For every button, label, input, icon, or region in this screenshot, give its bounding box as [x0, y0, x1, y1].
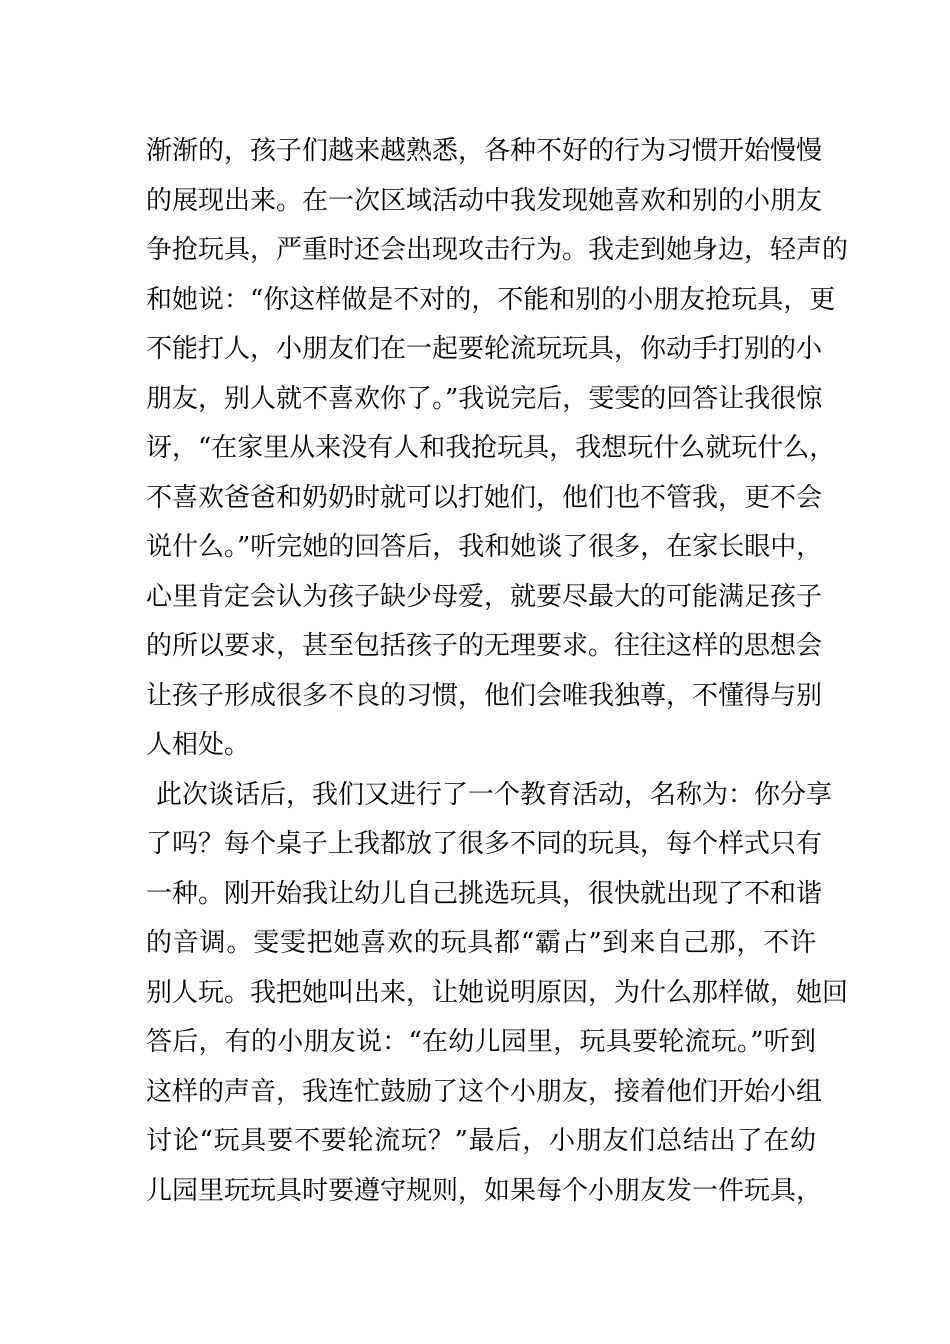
text-line: 别人玩。我把她叫出来，让她说明原因，为什么那样做，她回 — [146, 977, 849, 1008]
text-line: 讨论“玩具要不要轮流玩？”最后，小朋友们总结出了在幼 — [146, 1126, 816, 1156]
document-body — [146, 127, 849, 1216]
text-line: 儿园里玩玩具时要遵守规则，如果每个小朋友发一件玩具， — [146, 1175, 823, 1206]
text-line: 朋友，别人就不喜欢你了。”我说完后，雯雯的回答让我很惊 — [146, 383, 823, 414]
text-line: 人相处。 — [146, 730, 251, 760]
paragraph-2 — [146, 771, 849, 1217]
text-line: 让孩子形成很多不良的习惯，他们会唯我独尊，不懂得与别 — [146, 680, 823, 711]
text-line: 此次谈话后，我们又进行了一个教育活动，名称为：你分享 — [156, 779, 833, 810]
paragraph-1 — [146, 127, 849, 771]
text-line: 渐渐的，孩子们越来越熟悉，各种不好的行为习惯开始慢慢 — [146, 136, 823, 166]
text-line: 的音调。雯雯把她喜欢的玩具都“霸占”到来自己那，不许 — [146, 928, 816, 958]
text-line: 的所以要求，甚至包括孩子的无理要求。往往这样的思想会 — [146, 631, 823, 661]
text-line: 讶，“在家里从来没有人和我抢玩具，我想玩什么就玩什么， — [146, 433, 836, 463]
text-line: 不能打人，小朋友们在一起要轮流玩玩具，你动手打别的小 — [146, 334, 823, 364]
text-line: 一种。刚开始我让幼儿自己挑选玩具，很快就出现了不和谐 — [146, 878, 823, 909]
text-line: 答后，有的小朋友说：“在幼儿园里，玩具要轮流玩。”听到 — [146, 1027, 816, 1057]
text-line: 不喜欢爸爸和奶奶时就可以打她们，他们也不管我，更不会 — [146, 482, 823, 513]
text-line: 了吗？每个桌子上我都放了很多不同的玩具，每个样式只有 — [146, 829, 823, 859]
text-line: 心里肯定会认为孩子缺少母爱，就要尽最大的可能满足孩子 — [146, 581, 823, 612]
text-line: 的展现出来。在一次区域活动中我发现她喜欢和别的小朋友 — [146, 185, 823, 216]
text-line: 说什么。”听完她的回答后，我和她谈了很多，在家长眼中， — [146, 532, 823, 562]
text-line: 争抢玩具，严重时还会出现攻击行为。我走到她身边，轻声的 — [146, 235, 849, 265]
text-line: 这样的声音，我连忙鼓励了这个小朋友，接着他们开始小组 — [146, 1076, 823, 1107]
text-line: 和她说：“你这样做是不对的，不能和别的小朋友抢玩具，更 — [146, 284, 836, 315]
